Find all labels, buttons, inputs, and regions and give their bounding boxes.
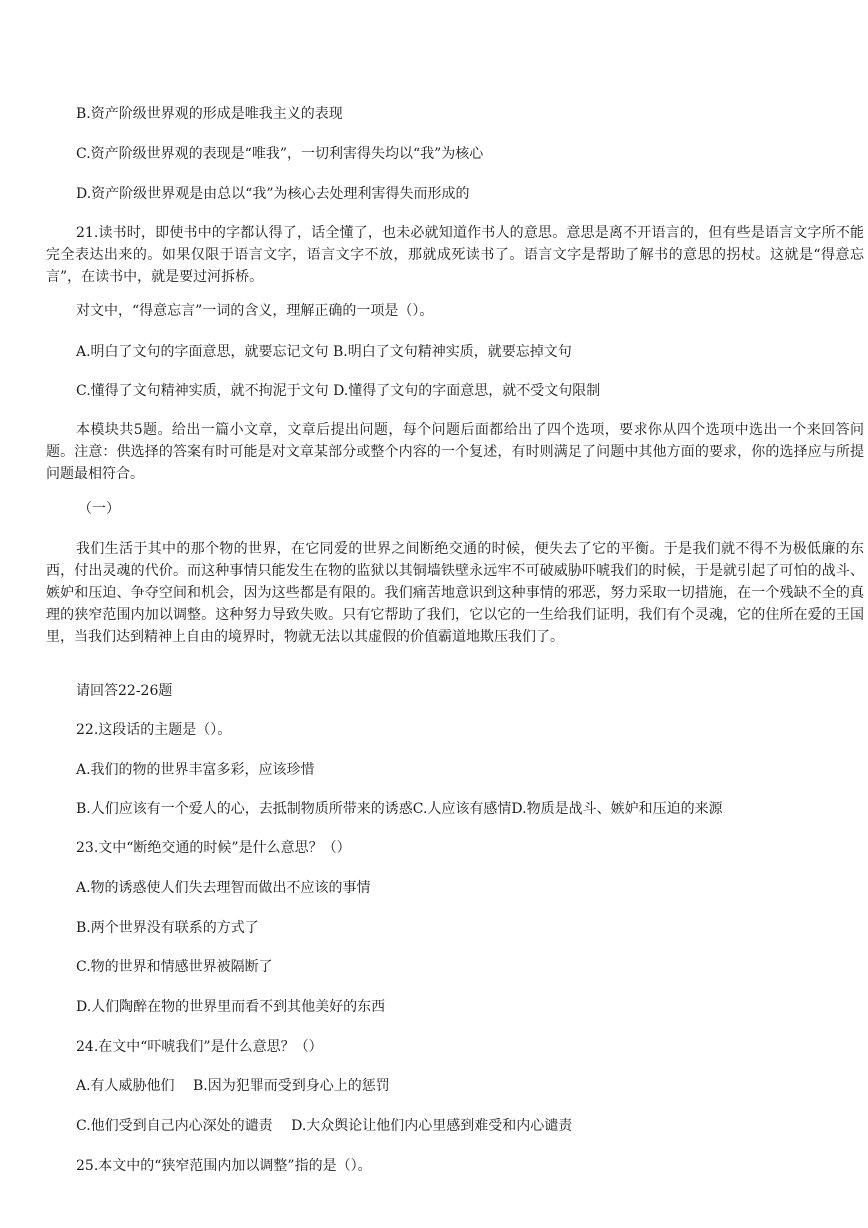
answer-prompt: 请回答22-26题 [76, 683, 173, 699]
q23-stem: 23.文中“断绝交通的时候”是什么意思？（） [76, 840, 351, 856]
q21-passage: 21.读书时，即使书中的字都认得了，话全懂了，也未必就知道作书人的意思。意思是离不开语言的，但有些是语言文字所不能完全表达出来的。如果仅限于语言文字，语言文字不放，那就成死读书了。语言文字是帮助了解书的意思的拐杖。这就是“得意忘言”，在读书中，就是要过河拆桥。 [46, 225, 864, 285]
q23-option-a: A.物的诱惑使人们失去理智而做出不应该的事情 [76, 880, 371, 896]
q24-options-ab: A.有人威胁他们 B.因为犯罪而受到身心上的惩罚 [76, 1078, 390, 1094]
reading-passage: 我们生活于其中的那个物的世界，在它同爱的世界之间断绝交通的时候，便失去了它的平衡。于是我们就不得不为极低廉的东西，付出灵魂的代价。而这种事情只能发生在物的监狱以其铜墙铁壁永远牢不可破威胁吓唬我们的时候，于是就引起了可怕的战斗、嫉妒和压迫、争夺空间和机会，因为这些都是有限的。我们痛苦地意识到这种事情的邪恶，努力采取一切措施，在一个残缺不全的真理的狭窄范围内加以调整。这种努力导致失败。只有它帮助了我们，它以它的一生给我们证明，我们有个灵魂，它的住所在爱的王国里，当我们达到精神上自由的境界时，物就无法以其虚假的价值霸道地欺压我们了。 [46, 541, 864, 645]
q23-option-b: B.两个世界没有联系的方式了 [76, 920, 259, 936]
q23-option-d: D.人们陶醉在物的世界里而看不到其他美好的东西 [76, 999, 386, 1015]
section-label: （一） [78, 501, 120, 517]
q21-options-ab: A.明白了文句的字面意思，就要忘记文句 B.明白了文句精神实质，就要忘掉文句 [76, 344, 572, 360]
module-instructions: 本模块共5题。给出一篇小文章，文章后提出问题，每个问题后面都给出了四个选项，要求你从四个选项中选出一个来回答问题。注意：供选择的答案有时可能是对文章某部分或整个内容的一个复述，有时则满足了问题中其他方面的要求，你的选择应与所提问题最相符合。 [46, 422, 864, 482]
q21-question: 对文中，“得意忘言”一词的含义，理解正确的一项是（）。 [76, 303, 434, 319]
q20-option-c: C.资产阶级世界观的表现是“唯我”，一切利害得失均以“我”为核心 [76, 146, 484, 162]
q22-options-bcd: B.人们应该有一个爱人的心，去抵制物质所带来的诱惑C.人应该有感情D.物质是战斗、嫉妒和压迫的来源 [76, 801, 723, 817]
q20-option-b: B.资产阶级世界观的形成是唯我主义的表现 [76, 106, 343, 122]
q24-options-cd: C.他们受到自己内心深处的谴责 D.大众舆论让他们内心里感到难受和内心谴责 [76, 1118, 573, 1134]
q22-stem: 22.这段话的主题是（）。 [76, 722, 232, 738]
q24-stem: 24.在文中“吓唬我们”是什么意思？（） [76, 1039, 323, 1055]
q21-options-cd: C.懂得了文句精神实质，就不拘泥于文句 D.懂得了文句的字面意思，就不受文句限制 [76, 383, 601, 399]
q22-option-a: A.我们的物的世界丰富多彩，应该珍惜 [76, 762, 315, 778]
q20-option-d: D.资产阶级世界观是由总以“我”为核心去处理利害得失而形成的 [76, 186, 470, 202]
q25-stem: 25.本文中的“狭窄范围内加以调整”指的是（）。 [76, 1158, 372, 1174]
q23-option-c: C.物的世界和情感世界被隔断了 [76, 959, 273, 975]
